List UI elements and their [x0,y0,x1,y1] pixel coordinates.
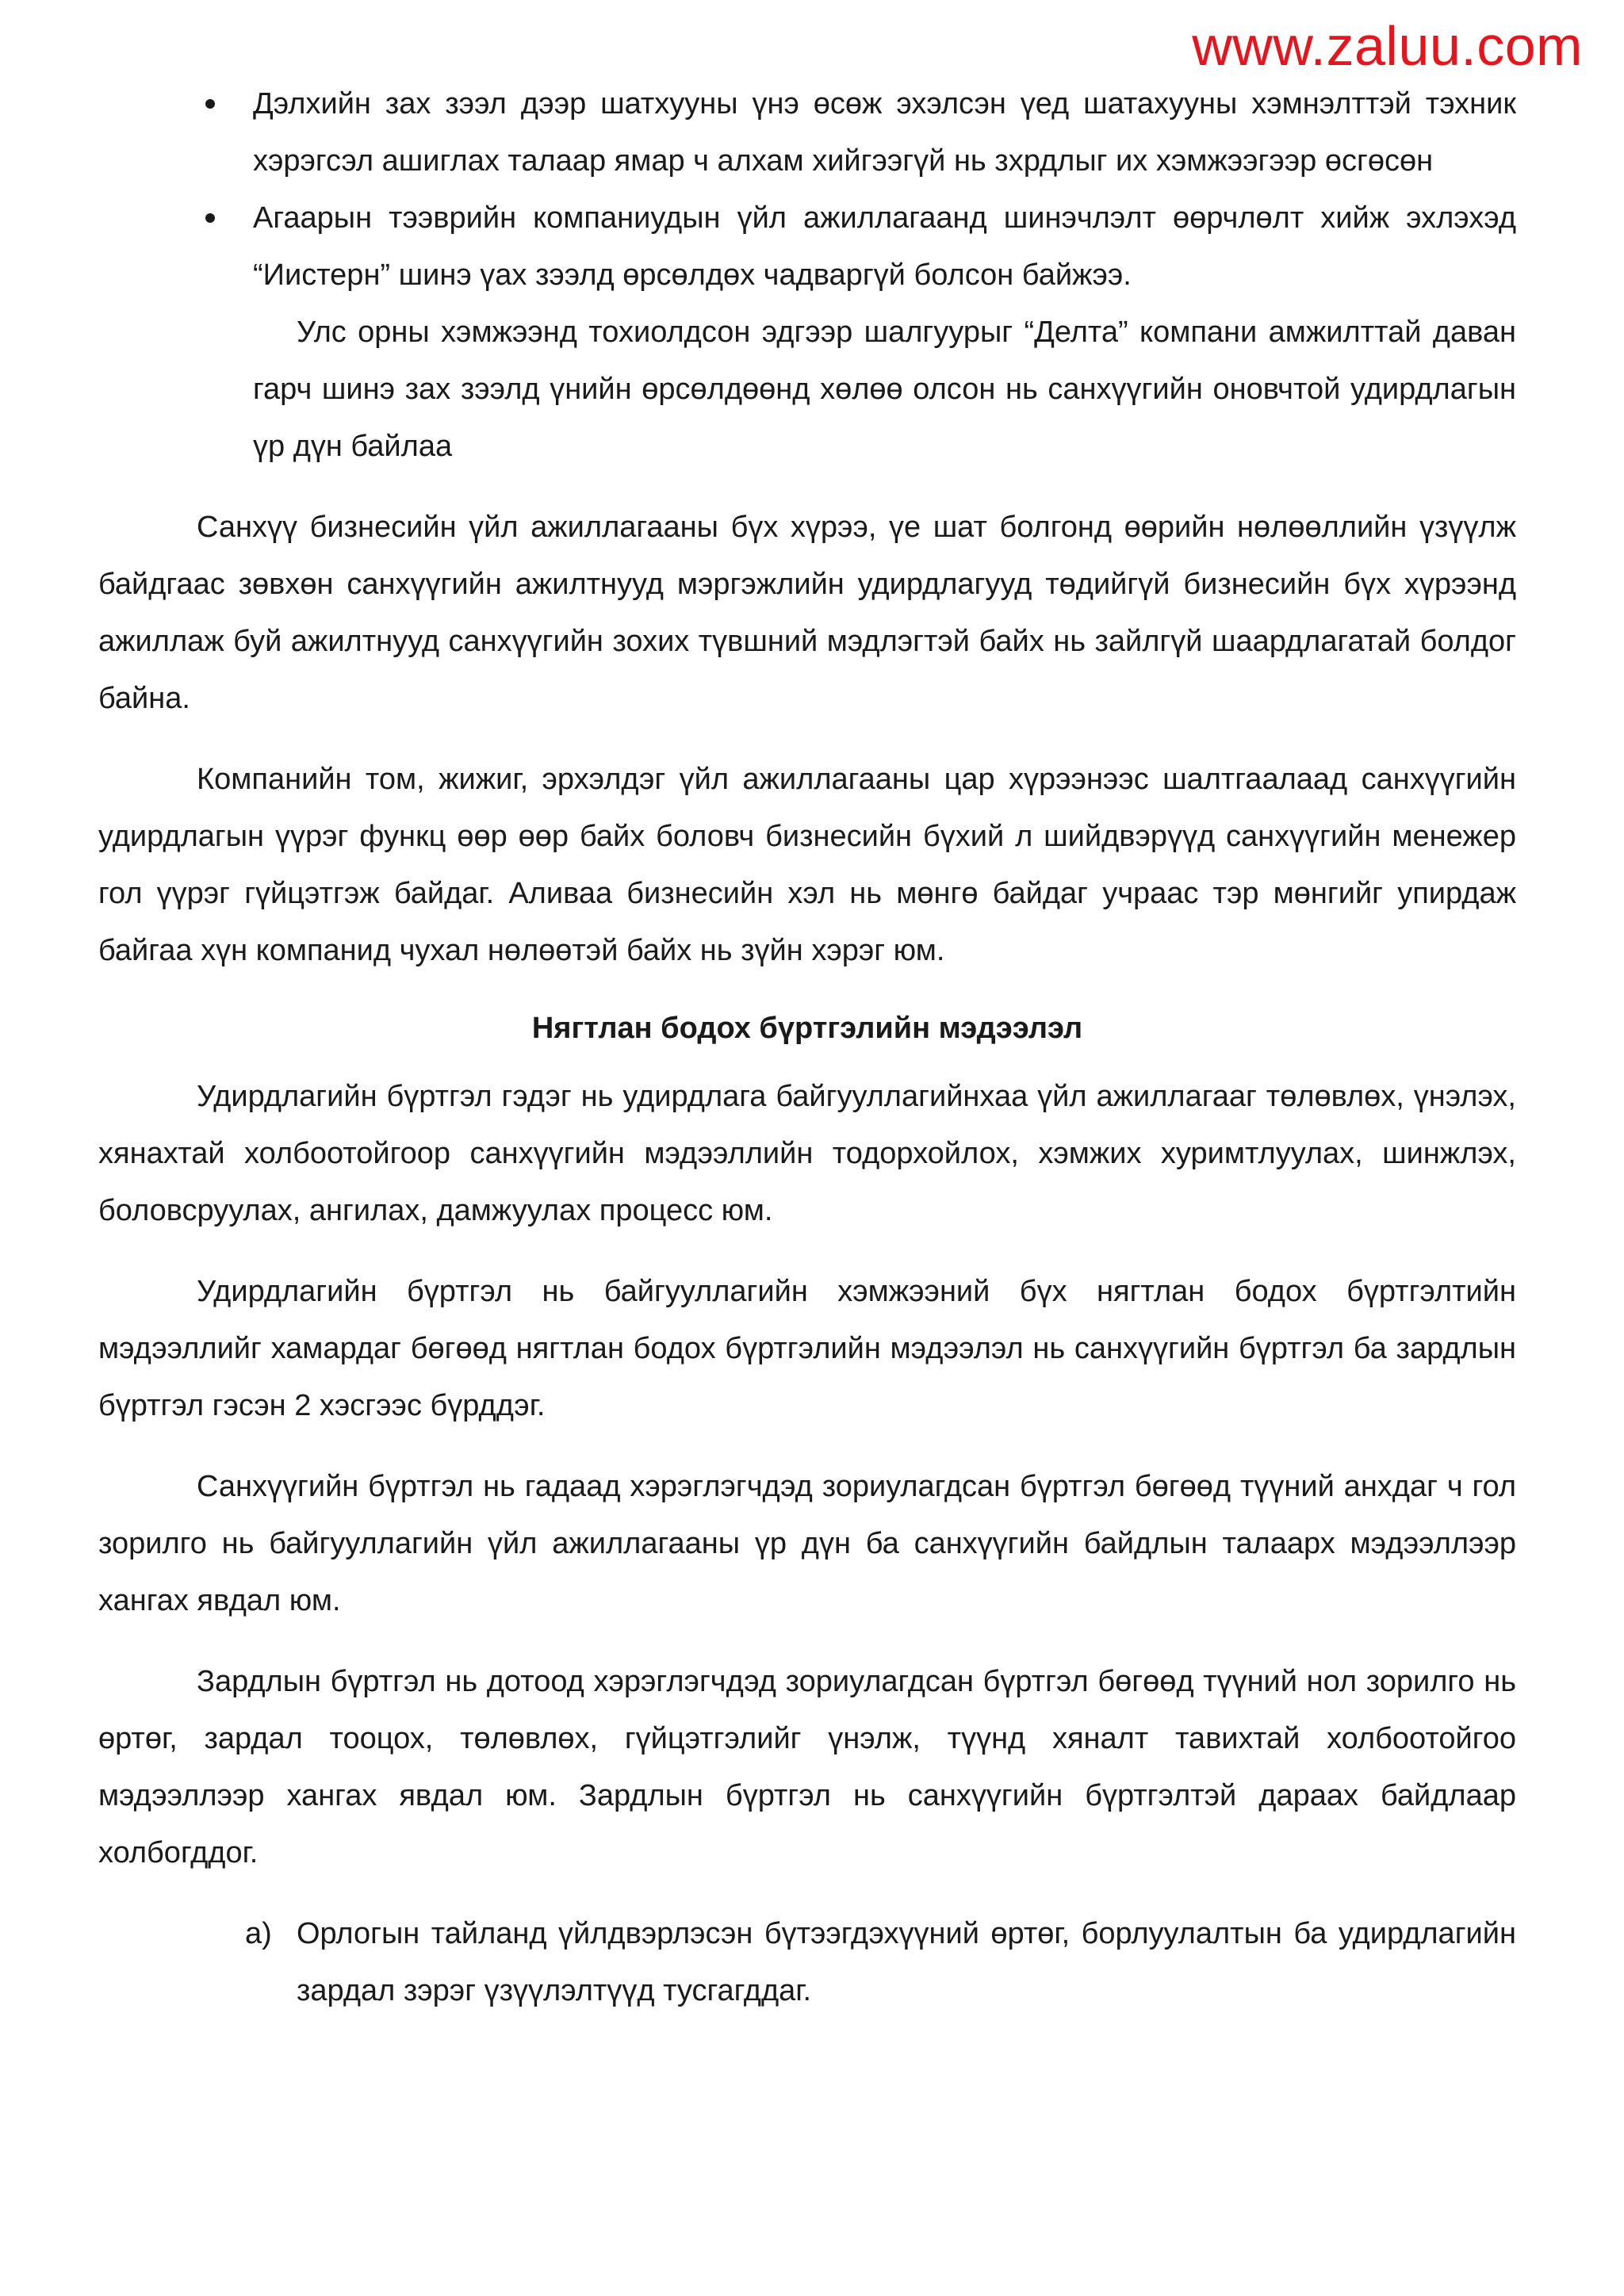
body-paragraph: Удирдлагийн бүртгэл гэдэг нь удирдлага байгууллагийнхаа үйл ажиллагааг төлөвлөх, үнэлэх, хянахтай холбоотойгоор санхүүгийн мэдээллийн тодорхойлох, хэмжих хуримтлуулах, шинжлэх, боловсруулах, ангилах, дамжуулах процесс юм. [98,1080,1516,1227]
list-marker: а) [245,1917,272,1950]
lettered-list-item [98,1905,1516,2019]
bullet-icon [205,213,215,223]
bullet-icon [205,99,215,109]
body-paragraph: Зардлын бүртгэл нь дотоод хэрэглэгчдэд зориулагдсан бүртгэл бөгөөд түүний нол зорилго нь өртөг, зардал тооцох, төлөвлөх, гүйцэтгэлийг үнэлж, түүнд хяналт тавихтай холбоотойгоо мэдээллээр хангах явдал юм. Зардлын бүртгэл нь санхүүгийн бүртгэлтэй дараах байдлаар холбогддог. [98,1665,1516,1869]
bullet-item [98,189,1516,304]
body-paragraph: Санхүүгийн бүртгэл нь гадаад хэрэглэгчдэд зориулагдсан бүртгэл бөгөөд түүний анхдаг ч гол зорилго нь байгууллагийн үйл ажиллагааны үр дүн ба санхүүгийн байдлын талаарх мэдээллээр хангах явдал юм. [98,1470,1516,1617]
section-heading: Нягтлан бодох бүртгэлийн мэдээлэл [531,1012,1083,1045]
bullet-continuation-paragraph: Улс орны хэмжээнд тохиолдсон эдгээр шалгуурыг “Делта” компани амжилттай даван гарч шинэ зах зээлд үнийн өрсөлдөөнд хөлөө олсон нь санхүүгийн оновчтой удирдлагын үр дүн байлаа [253,316,1516,463]
bullet-item [98,75,1516,189]
document-page [98,75,1516,2019]
body-paragraph: Санхүү бизнесийн үйл ажиллагааны бүх хүрээ, үе шат болгонд өөрийн нөлөөллийн үзүүлж байдгаас зөвхөн санхүүгийн ажилтнууд мэргэжлийн удирдлагууд төдийгүй бизнесийн бүх хүрээнд ажиллаж буй ажилтнууд санхүүгийн зохих түвшний мэдлэгтэй байх нь зайлгүй шаардлагатай болдог байна. [98,511,1516,715]
bullet-list [98,75,1516,304]
body-paragraph: Компанийн том, жижиг, эрхэлдэг үйл ажиллагааны цар хүрээнээс шалтгаалаад санхүүгийн удирдлагын үүрэг функц өөр өөр байх боловч бизнесийн бүхий л шийдвэрүүд санхүүгийн менежер гол үүрэг гүйцэтгэж байдаг. Аливаа бизнесийн хэл нь мөнгө байдаг учраас тэр мөнгийг упирдаж байгаа хүн компанид чухал нөлөөтэй байх нь зүйн хэрэг юм. [98,763,1516,967]
body-paragraph: Удирдлагийн бүртгэл нь байгууллагийн хэмжээний бүх нягтлан бодох бүртгэлтийн мэдээллийг хамардаг бөгөөд нягтлан бодох бүртгэлийн мэдээлэл нь санхүүгийн бүртгэл ба зардлын бүртгэл гэсэн 2 хэсгээс бүрддэг. [98,1275,1516,1422]
watermark-logo: www.zaluu.com [1192,15,1583,77]
bullet-text: Агаарын тээврийн компаниудын үйл ажиллагаанд шинэчлэлт өөрчлөлт хийж эхлэхэд “Иистерн” шинэ үах зээлд өрсөлдөх чадваргүй болсон байжээ. [253,201,1516,292]
bullet-text: Дэлхийн зах зээл дээр шатхууны үнэ өсөж эхэлсэн үед шатахууны хэмнэлттэй тэхник хэрэгсэл ашиглах талаар ямар ч алхам хийгээгүй нь зхрдлыг их хэмжээгээр өсгөсөн [253,87,1516,178]
list-item-text: Орлогын тайланд үйлдвэрлэсэн бүтээгдэхүүний өртөг, борлуулалтын ба удирдлагийн зардал зэрэг үзүүлэлтүүд тусгагддаг. [297,1917,1516,2007]
